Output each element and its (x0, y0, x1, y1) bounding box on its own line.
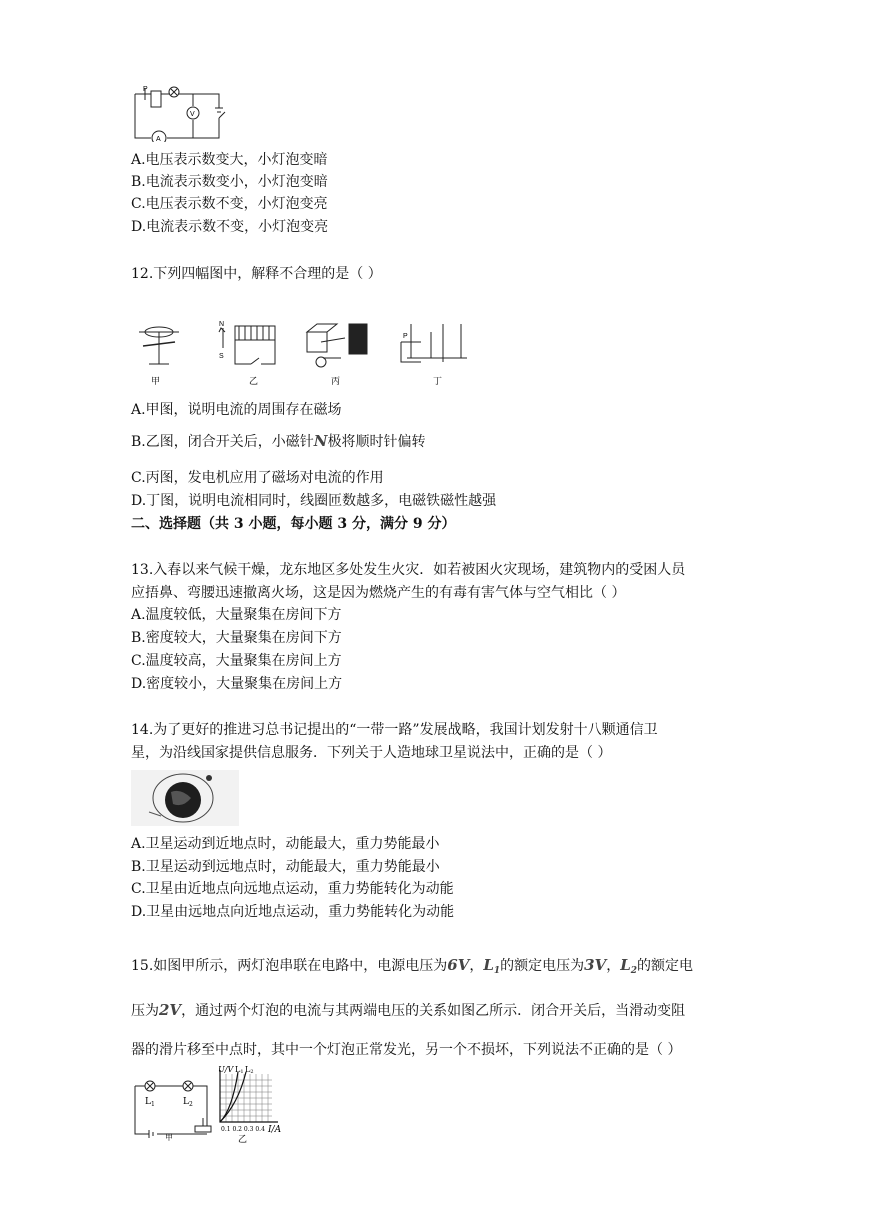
q12-option-c: C.丙图，发电机应用了磁场对电流的作用 (131, 470, 384, 486)
q12-option-b-post: 极将顺时针偏转 (327, 434, 426, 450)
q15-l1-math-2 (483, 956, 500, 974)
q12-label-yi: 乙 (249, 377, 259, 387)
q15-l1-text-3: 的额定电压为 (500, 958, 585, 974)
q15-l1-math-4 (620, 956, 637, 974)
q15-jia-caption: 甲 (165, 1133, 173, 1142)
q12-label-ding: 丁 (433, 377, 443, 387)
q15-stem-line-3: 器的滑片移至中点时，其中一个灯泡正常发光，另一个不损坏，下列说法不正确的是（ ） (131, 1042, 682, 1058)
q15-jia-label-l1-sub: 1 (150, 1101, 155, 1108)
q15-l1-math-3: 3V (584, 956, 607, 974)
q14-stem-line-1: 14.为了更好的推进习总书记提出的“一带一路”发展战略，我国计划发射十八颗通信卫 (131, 722, 658, 738)
q15-yi-series-l2-sub: 2 (250, 1069, 254, 1075)
q15-yi-series-l1-base: L (235, 1066, 241, 1074)
q15-l1-math-1: 6V (447, 956, 470, 974)
q15-circuit-figure-jia (131, 1076, 213, 1142)
q13-option-c: C.温度较高，大量聚集在房间上方 (131, 653, 342, 669)
q15-jia-label-l1-base: L (145, 1097, 151, 1107)
q11-option-c: C.电压表示数不变，小灯泡变亮 (131, 196, 328, 212)
q15-l2-text-2: ，通过两个灯泡的电流与其两端电压的关系如图乙所示．闭合开关后，当滑动变阻 (181, 1003, 686, 1019)
q12-label-bing: 丙 (331, 377, 341, 387)
q15-jia-label-l2-base: L (183, 1097, 189, 1107)
q15-l1-math-2-base: L (483, 956, 494, 974)
q12-letter-p: P (403, 333, 408, 340)
q15-yi-axis-y: U/V (218, 1066, 234, 1074)
q15-yi-series-l2 (245, 1066, 254, 1075)
q12-label-jia: 甲 (151, 377, 161, 387)
q15-yi-axis-x: I/A (268, 1125, 282, 1135)
q12-option-a: A.甲图，说明电流的周围存在磁场 (131, 402, 342, 418)
q15-l1-text-4: ， (606, 958, 621, 974)
q15-stem-line-1 (131, 955, 693, 981)
q15-jia-label-l1 (145, 1097, 155, 1108)
q14-stem-line-2: 星，为沿线国家提供信息服务．下列关于人造地球卫星说法中，正确的是（ ） (131, 745, 612, 761)
q15-l1-math-2-sub: 1 (493, 966, 501, 976)
q15-l2-math-1: 2V (159, 1001, 182, 1019)
q15-iv-graph-yi (212, 1066, 288, 1144)
q14-satellite-orbit-image (131, 770, 239, 826)
q14-option-c: C.卫星由近地点向远地点运动，重力势能转化为动能 (131, 881, 454, 897)
q12-option-b-math: N (313, 432, 328, 450)
q15-l1-text-2: ， (469, 958, 484, 974)
q14-option-a: A.卫星运动到近地点时，动能最大，重力势能最小 (131, 836, 440, 852)
q12-option-b-pre: B.乙图，闭合开关后，小磁针 (131, 434, 314, 450)
q15-yi-series-l1 (235, 1066, 244, 1075)
q13-stem-line-1: 13.入春以来气候干燥，龙东地区多处发生火灾．如若被困火灾现场，建筑物内的受困人员 (131, 562, 686, 578)
q14-option-b: B.卫星运动到远地点时，动能最大，重力势能最小 (131, 859, 440, 875)
q13-option-d: D.密度较小，大量聚集在房间上方 (131, 676, 343, 692)
q12-option-b (131, 431, 425, 452)
q13-stem-line-2: 应捂鼻、弯腰迅速撤离火场，这是因为燃烧产生的有毒有害气体与空气相比（ ） (131, 585, 626, 601)
q11-label-a: A (156, 136, 161, 142)
q11-option-b: B.电流表示数变小，小灯泡变暗 (131, 174, 328, 190)
q12-four-panel-figure (131, 318, 491, 388)
q12-stem: 12.下列四幅图中，解释不合理的是（ ） (131, 266, 382, 282)
q15-stem-line-2 (131, 1000, 685, 1021)
q11-option-d: D.电流表示数不变，小灯泡变亮 (131, 219, 329, 235)
q15-l1-text-5: 的额定电 (637, 958, 694, 974)
q11-circuit-figure (131, 84, 231, 142)
q15-l1-text-1: 15.如图甲所示，两灯泡串联在电路中，电源电压为 (131, 958, 448, 974)
q11-label-p: P (143, 86, 148, 93)
q13-option-b: B.密度较大，大量聚集在房间下方 (131, 630, 342, 646)
q15-l1-math-4-base: L (620, 956, 631, 974)
q15-yi-series-l1-sub: 1 (240, 1069, 244, 1075)
q15-l2-text-1: 压为 (131, 1003, 159, 1019)
q12-letter-s: S (219, 353, 224, 360)
q14-option-d: D.卫星由远地点向近地点运动，重力势能转化为动能 (131, 904, 455, 920)
q12-option-d: D.丁图，说明电流相同时，线圈匝数越多，电磁铁磁性越强 (131, 493, 497, 509)
q15-yi-x-ticks: 0.1 0.2 0.3 0.4 (221, 1126, 265, 1133)
q15-yi-series-l2-base: L (245, 1066, 251, 1074)
q12-letter-n: N (219, 321, 225, 328)
q13-option-a: A.温度较低，大量聚集在房间下方 (131, 607, 342, 623)
section-two-heading: 二、选择题（共 3 小题，每小题 3 分，满分 9 分） (131, 516, 456, 532)
q11-label-v: V (190, 111, 195, 118)
q15-l1-math-4-sub: 2 (630, 966, 638, 976)
q15-jia-label-l2 (183, 1097, 193, 1108)
q15-yi-caption: 乙 (238, 1135, 248, 1144)
q15-jia-label-l2-sub: 2 (188, 1101, 193, 1108)
q11-option-a: A.电压表示数变大，小灯泡变暗 (131, 152, 328, 168)
